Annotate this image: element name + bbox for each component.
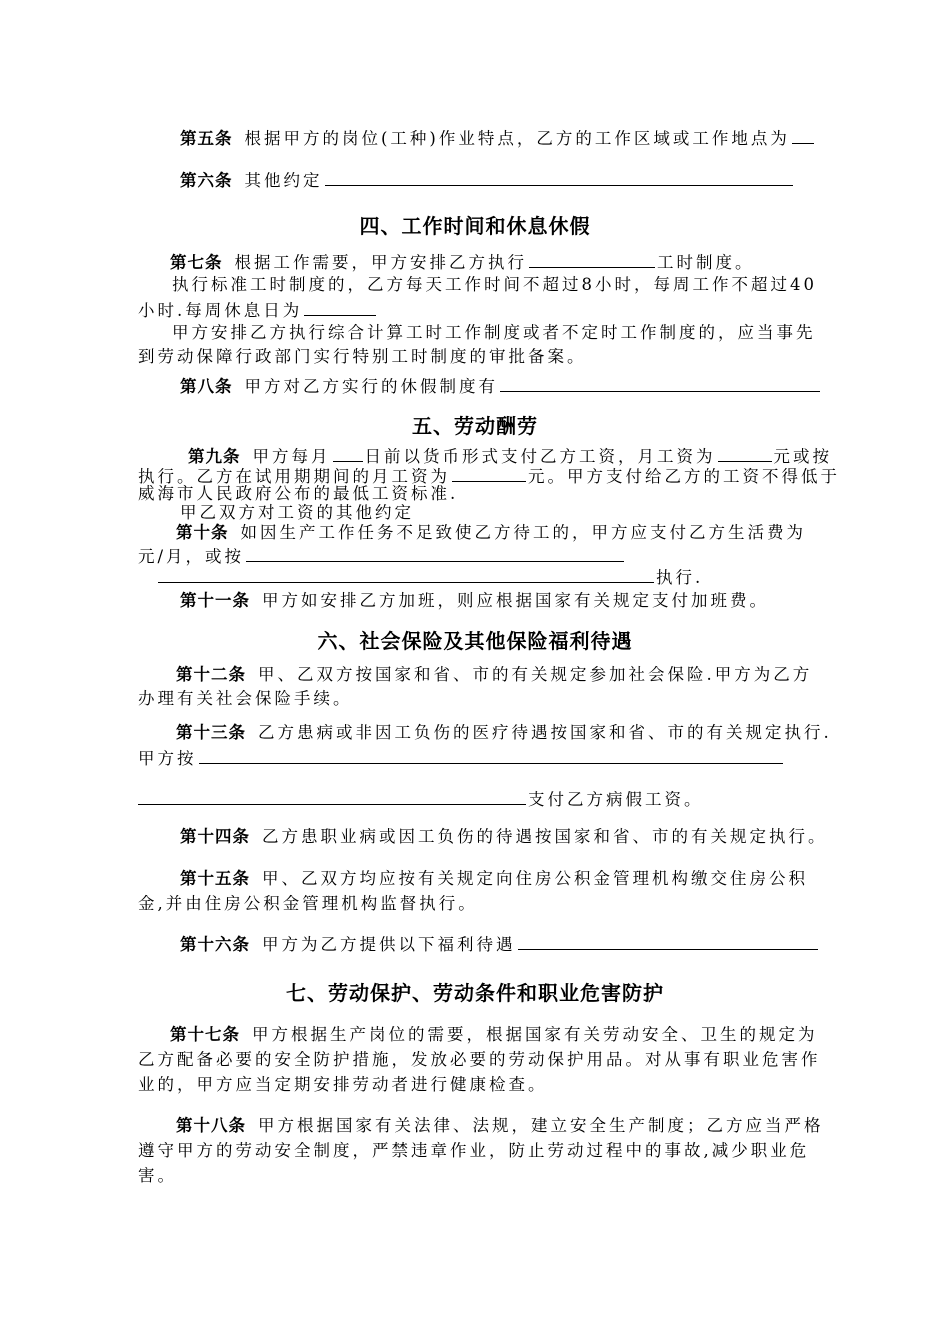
paragraph-text: 执行.	[656, 568, 704, 587]
article-text: 甲方根据生产岗位的需要，根据国家有关劳动安全、卫生的规定为	[252, 1025, 818, 1044]
article-12	[176, 664, 812, 686]
blank-field[interactable]	[158, 565, 654, 583]
article-label: 第十四条	[180, 827, 250, 846]
blank-field[interactable]	[792, 126, 814, 144]
article-label: 第十八条	[176, 1116, 246, 1135]
blank-field[interactable]	[199, 746, 783, 764]
section-heading: 七、劳动保护、劳动条件和职业危害防护	[286, 981, 664, 1005]
paragraph-text: 支付乙方病假工资。	[528, 790, 704, 809]
article-text: 甲方为乙方提供以下福利待遇	[262, 935, 516, 954]
article-text: 甲方根据国家有关法律、法规，建立安全生产制度；乙方应当严格	[258, 1116, 824, 1135]
article-label: 第十三条	[176, 723, 246, 742]
paragraph-line: 金,并由住房公积金管理机构监督执行。	[138, 894, 478, 913]
article-6	[180, 168, 795, 192]
article-label: 第十六条	[180, 935, 250, 954]
article-8	[180, 374, 822, 398]
article-label: 第八条	[180, 377, 233, 396]
article-18	[176, 1115, 824, 1137]
article-text: 其他约定	[244, 171, 323, 190]
paragraph-line: 业的，甲方应当定期安排劳动者进行健康检查。	[138, 1075, 548, 1094]
paragraph-text: 小时.每周休息日为	[138, 301, 303, 320]
paragraph-line: 甲方安排乙方执行综合计算工时工作制度或者不定时工作制度的，应当事先	[172, 323, 816, 342]
blank-field[interactable]	[333, 444, 363, 462]
blank-field[interactable]	[529, 250, 655, 268]
article-text: 日前以货币形式支付乙方工资，月工资为	[364, 447, 716, 466]
article-text: 乙方患职业病或因工负伤的待遇按国家和省、市的有关规定执行。	[262, 827, 828, 846]
article-label: 第五条	[180, 129, 233, 148]
article-label: 第七条	[170, 253, 223, 272]
paragraph-line: 遵守甲方的劳动安全制度，严禁违章作业，防止劳动过程中的事故,减少职业危	[138, 1141, 810, 1160]
article-text: 甲、乙双方均应按有关规定向住房公积金管理机构缴交住房公积	[262, 869, 808, 888]
paragraph-line: 乙方配备必要的安全防护措施，发放必要的劳动保护用品。对从事有职业危害作	[138, 1050, 821, 1069]
article-11	[180, 590, 769, 612]
section-heading: 六、社会保险及其他保险福利待遇	[317, 629, 633, 653]
article-label: 第十五条	[180, 869, 250, 888]
article-5	[180, 126, 816, 150]
section-heading: 四、工作时间和休息休假	[359, 214, 591, 238]
article-label: 第十二条	[176, 665, 246, 684]
paragraph-line	[136, 787, 704, 811]
paragraph-line: 害。	[138, 1166, 177, 1185]
blank-field[interactable]	[304, 298, 376, 316]
section-heading: 五、劳动酬劳	[412, 414, 538, 438]
article-17	[170, 1024, 818, 1046]
paragraph-text: 甲方按	[138, 749, 197, 768]
paragraph-text: 执行。乙方在试用期期间的月工资为	[138, 467, 450, 486]
article-text: 根据甲方的岗位(工种)作业特点，乙方的工作区域或工作地点为	[244, 129, 790, 148]
paragraph-line	[156, 565, 703, 589]
paragraph-line: 执行标准工时制度的，乙方每天工作时间不超过8小时，每周工作不超过40	[172, 275, 817, 294]
paragraph-text: 元/月，或按	[138, 547, 245, 566]
article-label: 第十条	[176, 523, 229, 542]
paragraph-line	[138, 746, 785, 770]
blank-field[interactable]	[518, 932, 818, 950]
paragraph-line: 威海市人民政府公布的最低工资标准.	[138, 484, 459, 503]
blank-field[interactable]	[718, 444, 772, 462]
article-15	[180, 868, 808, 890]
article-text: 乙方患病或非因工负伤的医疗待遇按国家和省、市的有关规定执行.	[258, 723, 832, 742]
article-16	[180, 932, 820, 956]
paragraph-text: 元。甲方支付给乙方的工资不得低于	[528, 467, 840, 486]
paragraph-line: 甲乙双方对工资的其他约定	[180, 503, 414, 522]
article-text: 根据工作需要，甲方安排乙方执行	[234, 253, 527, 272]
article-text: 如因生产工作任务不足致使乙方待工的，甲方应支付乙方生活费为	[240, 523, 806, 542]
article-text: 工时制度。	[657, 253, 755, 272]
article-13	[176, 722, 832, 744]
article-text: 元或按	[773, 447, 832, 466]
article-label: 第十七条	[170, 1025, 240, 1044]
article-14	[180, 826, 828, 848]
article-10	[176, 522, 806, 544]
blank-field[interactable]	[325, 168, 793, 186]
blank-field[interactable]	[246, 544, 624, 562]
article-text: 甲方如安排乙方加班，则应根据国家有关规定支付加班费。	[262, 591, 769, 610]
article-text: 甲、乙双方按国家和省、市的有关规定参加社会保险.甲方为乙方	[258, 665, 813, 684]
article-label: 第九条	[188, 447, 241, 466]
article-7	[170, 250, 755, 274]
article-label: 第十一条	[180, 591, 250, 610]
paragraph-line	[138, 298, 378, 322]
blank-field[interactable]	[452, 464, 526, 482]
paragraph-line: 到劳动保障行政部门实行特别工时制度的审批备案。	[138, 347, 587, 366]
article-label: 第六条	[180, 171, 233, 190]
paragraph-line: 办理有关社会保险手续。	[138, 689, 353, 708]
blank-field[interactable]	[138, 787, 526, 805]
article-text: 甲方每月	[252, 447, 331, 466]
blank-field[interactable]	[500, 374, 820, 392]
article-text: 甲方对乙方实行的休假制度有	[244, 377, 498, 396]
